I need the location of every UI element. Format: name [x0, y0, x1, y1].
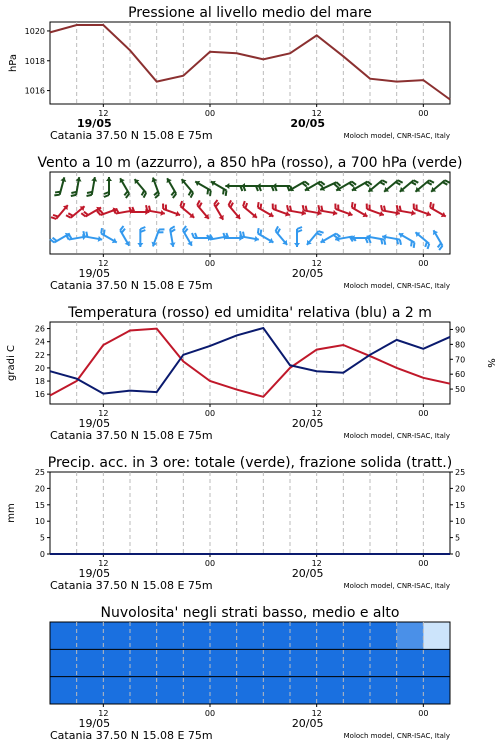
panel-5-date-label: 20/05: [291, 717, 324, 730]
wind-barb-part: [399, 240, 402, 245]
panel-1-date-label: 19/05: [77, 117, 112, 130]
wind-barb-850-hpa: [411, 204, 433, 218]
panel-4-title: Precip. acc. in 3 ore: totale (verde), frazione solida (tratt.): [47, 455, 453, 471]
panel-3-date-label: 19/05: [78, 417, 111, 430]
panel-3-xtick-label: 00: [204, 409, 216, 418]
wind-barb-700-hpa: [350, 178, 371, 195]
cloud-heatmap-cell: [397, 622, 424, 649]
wind-barb-700-hpa: [54, 176, 67, 197]
wind-barb-10-m: [272, 226, 291, 246]
wind-barb-850-hpa: [81, 203, 102, 220]
wind-barb-part: [350, 186, 356, 193]
wind-barb-10-m: [98, 228, 119, 245]
wind-barb-part: [350, 202, 354, 207]
panel-2-date-label: 19/05: [78, 267, 111, 280]
wind-barb-10-m: [167, 226, 178, 247]
pressure-ytick-label: 1020: [24, 26, 45, 36]
wind-barb-700-hpa: [193, 179, 214, 196]
panel-4-model-label: Moloch model, CNR-ISAC, Italy: [343, 582, 450, 590]
wind-barb-part: [192, 233, 194, 238]
panel-4-xtick-label: 12: [98, 559, 109, 568]
panel-4-xtick-label: 00: [418, 559, 429, 568]
panel-2-xtick-label: 00: [204, 259, 216, 268]
temp-ytick-label: 20: [34, 363, 45, 373]
wind-barb-10-m: [429, 229, 446, 250]
panel-1-xtick-label: 00: [418, 109, 429, 118]
wind-barb-700-hpa: [131, 177, 150, 197]
wind-barb-part: [224, 191, 228, 196]
wind-barb-part: [362, 212, 368, 219]
humidity-ytick-label: 70: [455, 355, 466, 365]
wind-barb-part: [286, 205, 289, 210]
panel-3-xtick-label: 12: [311, 409, 322, 418]
wind-barb-part: [380, 205, 383, 210]
wind-barb-850-hpa: [225, 200, 244, 220]
temp-ytick-label: 18: [34, 377, 45, 387]
precip-ytick-label-right: 20: [455, 484, 466, 494]
wind-barb-part: [383, 240, 386, 245]
panel-1-xtick-label: 12: [311, 109, 322, 118]
wind-barb-part: [187, 241, 194, 247]
precip-ytick-label-left: 15: [34, 500, 45, 510]
wind-barb-10-m: [150, 227, 164, 249]
panel-4-location: Catania 37.50 N 15.08 E 75m: [50, 579, 213, 592]
wind-barb-part: [54, 193, 59, 196]
wind-barb-part: [165, 177, 172, 183]
wind-barb-700-hpa: [163, 177, 180, 198]
wind-barb-10-m: [255, 228, 276, 245]
precip-ylabel: mm: [6, 503, 17, 523]
wind-barb-850-hpa: [211, 200, 228, 221]
panel-2-title: Vento a 10 m (azzurro), a 850 hPa (rosso), a 700 hPa (verde): [37, 155, 463, 171]
humidity-series-line: [50, 328, 450, 394]
wind-barb-700-hpa: [86, 176, 97, 197]
panel-5-xtick-label: 00: [204, 709, 216, 718]
precip-ytick-label-left: 10: [34, 517, 45, 527]
wind-barb-10-m: [82, 231, 103, 242]
wind-barb-700-hpa: [104, 177, 112, 197]
temp-ytick-label: 24: [34, 337, 45, 347]
wind-barb-850-hpa: [427, 202, 448, 219]
panel-3-location: Catania 37.50 N 15.08 E 75m: [50, 429, 213, 442]
wind-barb-700-hpa: [382, 177, 402, 196]
wind-barb-part: [334, 204, 338, 209]
panel-2-date-label: 20/05: [291, 267, 324, 280]
panel-2-xtick-label: 12: [311, 259, 322, 268]
wind-barb-10-m: [137, 227, 145, 247]
precip-ytick-label-left: 5: [39, 533, 45, 543]
panel-1-date-label: 20/05: [290, 117, 325, 130]
panel-3-title: Temperatura (rosso) ed umidita' relativa (blu) a 2 m: [68, 305, 432, 321]
humidity-ytick-label: 60: [455, 370, 466, 380]
panel-1-location: Catania 37.50 N 15.08 E 75m: [50, 129, 213, 142]
wind-barb-part: [112, 238, 118, 245]
panel-5-title: Nuvolosita' negli strati basso, medio e alto: [100, 605, 400, 621]
wind-barb-700-hpa: [398, 177, 418, 196]
panel-1-xtick-label: 12: [98, 109, 109, 118]
panel-5-model-label: Moloch model, CNR-ISAC, Italy: [343, 732, 450, 740]
temp-ytick-label: 22: [34, 350, 45, 360]
wind-barb-700-hpa: [178, 177, 197, 197]
wind-barb-part: [194, 179, 200, 186]
panel-5-date-label: 19/05: [78, 717, 111, 730]
wind-barb-part: [219, 215, 226, 221]
wind-barb-10-m: [239, 231, 260, 242]
wind-barb-part: [365, 204, 369, 209]
wind-barb-10-m: [117, 226, 134, 247]
panel-3-date-label: 20/05: [291, 417, 324, 430]
wind-barb-part: [268, 212, 274, 219]
wind-barb-850-hpa: [177, 201, 197, 220]
cloud-heatmap-cell: [423, 622, 450, 649]
wind-barb-part: [118, 177, 125, 183]
panel-4-frame: [50, 472, 450, 554]
wind-barb-700-hpa: [208, 179, 229, 196]
temp-ytick-label: 16: [34, 390, 45, 400]
wind-barb-part: [256, 228, 260, 233]
humidity-ylabel: %: [485, 358, 496, 368]
wind-barb-part: [256, 202, 260, 207]
wind-barb-700-hpa: [319, 179, 341, 195]
wind-barb-part: [412, 243, 416, 248]
wind-barb-part: [125, 241, 132, 247]
precip-ytick-label-right: 0: [455, 550, 461, 559]
wind-barb-850-hpa: [240, 201, 260, 220]
panel-2-xtick-label: 00: [418, 259, 429, 268]
wind-barb-part: [397, 231, 403, 238]
pressure-ytick-label: 1018: [24, 56, 45, 66]
precip-ytick-label-left: 0: [39, 550, 45, 559]
humidity-ytick-label: 80: [455, 340, 466, 350]
panel-3-model-label: Moloch model, CNR-ISAC, Italy: [343, 432, 450, 440]
humidity-ytick-label: 50: [455, 385, 466, 395]
precip-ytick-label-left: 25: [34, 468, 45, 477]
wind-barb-part: [319, 238, 325, 245]
panel-2-model-label: Moloch model, CNR-ISAC, Italy: [343, 282, 450, 290]
wind-barb-part: [302, 205, 305, 210]
precip-ytick-label-right: 25: [455, 468, 466, 477]
panel-4-xtick-label: 12: [311, 559, 322, 568]
temp-ytick-label: 26: [34, 324, 45, 334]
panel-3-xtick-label: 12: [98, 409, 109, 418]
humidity-ytick-label: 90: [455, 325, 466, 335]
precip-ytick-label-right: 10: [455, 517, 466, 527]
wind-barb-part: [335, 186, 341, 193]
panel-1-title: Pressione al livello medio del mare: [128, 5, 372, 21]
wind-barb-part: [271, 204, 275, 209]
temp-ylabel: gradi C: [6, 345, 17, 381]
panel-2-location: Catania 37.50 N 15.08 E 75m: [50, 279, 213, 292]
panel-2-xtick-label: 12: [98, 259, 109, 268]
wind-barb-10-m: [294, 227, 302, 247]
wind-barb-part: [71, 194, 76, 197]
precip-ytick-label-right: 15: [455, 500, 466, 510]
panel-4-xtick-label: 00: [204, 559, 216, 568]
wind-barb-part: [208, 191, 212, 196]
wind-barb-part: [318, 205, 321, 210]
wind-barb-850-hpa: [66, 202, 86, 221]
panel-4-date-label: 20/05: [291, 567, 324, 580]
wind-barb-part: [137, 243, 143, 247]
wind-barb-part: [441, 212, 447, 219]
wind-barb-part: [86, 194, 91, 197]
wind-barb-part: [106, 177, 112, 181]
pressure-ytick-label: 1016: [24, 86, 45, 96]
panel-3-xtick-label: 00: [418, 409, 429, 418]
wind-barb-part: [412, 204, 416, 209]
wind-barb-700-hpa: [303, 178, 324, 195]
wind-barb-10-m: [412, 230, 432, 249]
pressure-series-line: [50, 25, 450, 100]
panel-3-frame: [50, 322, 450, 404]
wind-barb-850-hpa: [160, 204, 182, 218]
panel-5-xtick-label: 12: [311, 709, 322, 718]
wind-barb-part: [303, 186, 309, 193]
cloud-heatmap-fill: [50, 622, 450, 704]
precip-ytick-label-right: 5: [455, 533, 461, 543]
panel-5-xtick-label: 00: [418, 709, 429, 718]
panel-1-frame: [50, 22, 450, 104]
wind-barb-850-hpa: [51, 202, 70, 222]
panel-4-date-label: 19/05: [78, 567, 111, 580]
panel-5-location: Catania 37.50 N 15.08 E 75m: [50, 729, 213, 742]
precip-ytick-label-left: 20: [34, 484, 45, 494]
wind-barb-part: [161, 204, 165, 209]
panel-1-model-label: Moloch model, CNR-ISAC, Italy: [343, 132, 450, 140]
panel-5-xtick-label: 12: [98, 709, 109, 718]
wind-barb-part: [431, 229, 438, 235]
panel-1-xtick-label: 00: [204, 109, 216, 118]
wind-barb-part: [297, 227, 302, 229]
temperature-series-line: [50, 329, 450, 397]
wind-barb-part: [159, 228, 164, 232]
wind-barb-10-m: [305, 228, 324, 248]
wind-barb-part: [104, 195, 109, 197]
wind-barb-part: [140, 227, 145, 229]
wind-barb-700-hpa: [148, 177, 162, 199]
pressure-ylabel: hPa: [8, 53, 19, 73]
wind-barb-700-hpa: [429, 177, 449, 196]
wind-barb-part: [225, 183, 229, 189]
wind-barb-part: [268, 238, 274, 245]
wind-barb-part: [428, 202, 432, 207]
wind-barb-part: [294, 243, 300, 247]
